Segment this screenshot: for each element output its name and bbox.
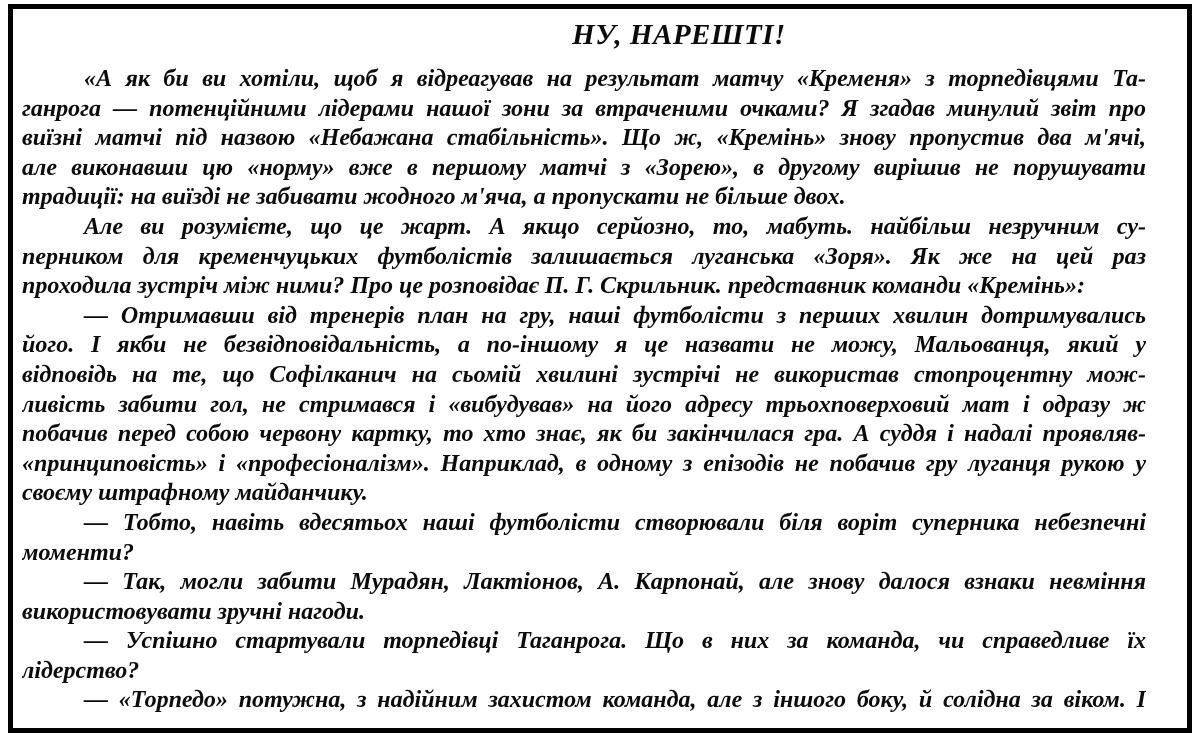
text-line: — Успішно стартували торпедівці Таганрога. Що в них за команда, чи справедливе їх <box>84 628 1146 655</box>
text-line: проходила зустріч між ними? Про це розповідає П. Г. Скрильник. представник команди «Кремінь»: <box>22 273 1085 300</box>
text-line: але виконавши цю «норму» вже в першому матчі з «Зорею», в другому вирішив не порушувати <box>22 154 1146 181</box>
text-line: — «Торпедо» потужна, з надійним захистом команда, але з іншого боку, й солідна за віком. І <box>84 687 1146 714</box>
text-line: своєму штрафному майданчику. <box>22 480 368 507</box>
text-line: перником для кременчуцьких футболістів залишається луганська «Зоря». Як же на цей раз <box>22 243 1146 270</box>
text-line: виїзні матчі під назвою «Небажана стабільність». Що ж, «Кремінь» знову пропустив два м'ячі, <box>22 125 1146 152</box>
text-line: його. І якби не безвідповідальність, а по-іншому я це назвати не можу, Мальованця, який у <box>22 332 1146 359</box>
text-line: побачив перед собою червону картку, то хто знає, як би закінчилася гра. А суддя і надалі проявляв- <box>22 421 1146 448</box>
text-line: «А як би ви хотіли, щоб я відреагував на результат матчу «Кременя» з торпедівцями Та- <box>84 66 1146 92</box>
text-line: лідерство? <box>22 657 140 684</box>
text-line: Але ви розумієте, що це жарт. А якщо серйозно, то, мабуть. найбільш незручним су- <box>84 213 1146 240</box>
text-line: ганрога — потенційними лідерами нашої зони за втраченими очками? Я згадав минулий звіт про <box>22 95 1146 122</box>
text-line: традиції: на виїзді не забивати жодного м'яча, а пропускати не більше двох. <box>22 184 846 211</box>
article-title: НУ, НАРЕШТІ! <box>572 19 786 51</box>
text-line: — Отримавши від тренерів план на гру, наші футболісти з перших хвилин дотримувались <box>84 302 1146 329</box>
text-line: відповідь на те, що Софілканич на сьомій хвилині зустрічі не використав стопроцентну мож- <box>22 361 1146 388</box>
text-line: «принциповість» і «професіоналізм». Наприклад, в одному з епізодів не побачив гру луганця рукою у <box>22 450 1146 477</box>
text-line: ливість забити гол, не стримався і «вибудував» на його адресу трьохповерховий мат і одразу ж <box>22 391 1146 418</box>
text-line: використовувати зручні нагоди. <box>22 598 366 625</box>
article-body <box>22 65 1146 716</box>
text-line: моменти? <box>22 539 134 566</box>
text-line: — Тобто, навіть вдесятьох наші футболісти створювали біля воріт суперника небезпечні <box>84 509 1146 536</box>
article-frame <box>8 4 1192 733</box>
text-line: — Так, могли забити Мурадян, Лактіонов, А. Карпонай, але знову далося взнаки невміння <box>84 569 1146 596</box>
